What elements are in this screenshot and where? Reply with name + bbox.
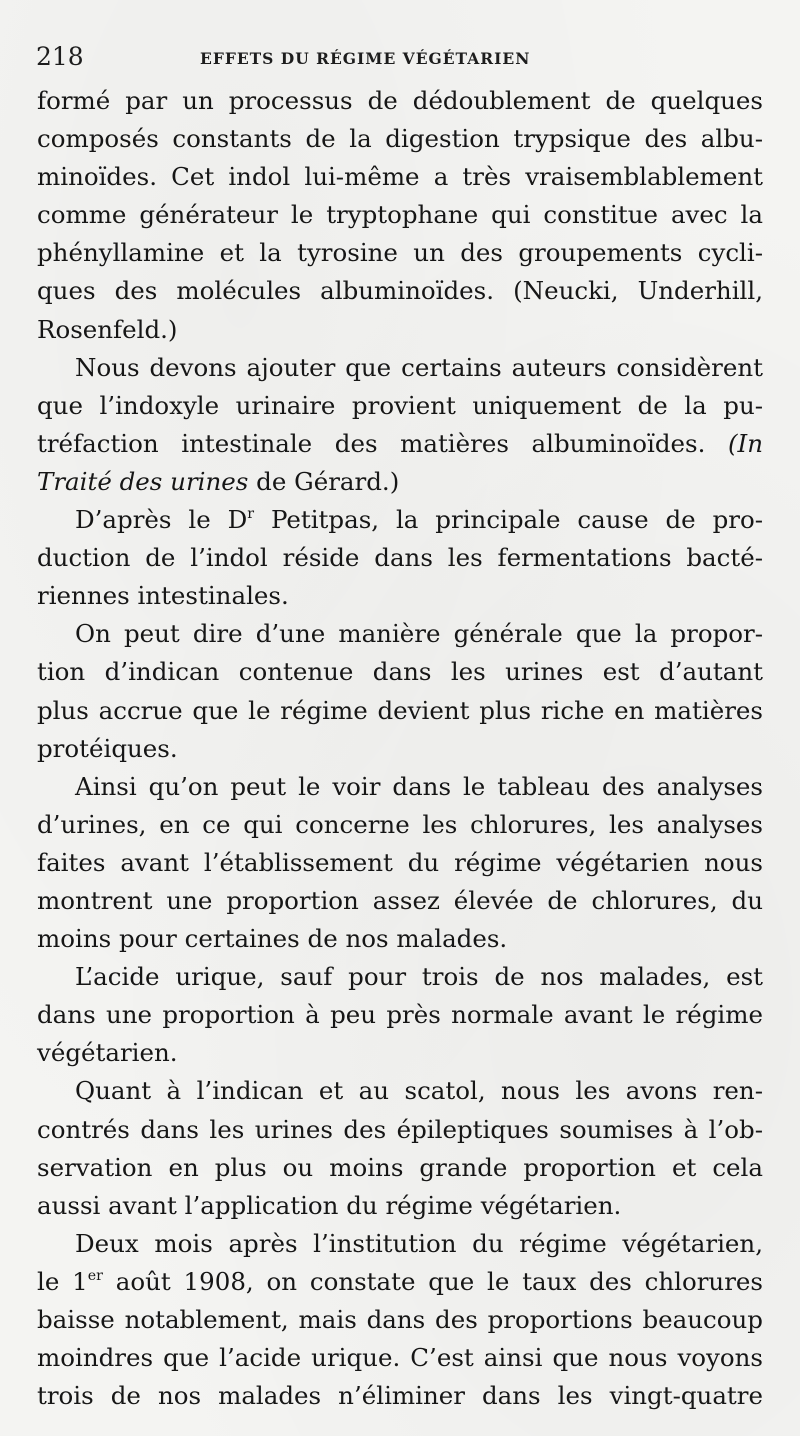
text-segment: août 1908, on constate que le taux des chlorures <box>102 1266 763 1296</box>
text-line: formé par un processus de dédoublement de quelques <box>37 86 763 115</box>
text-line <box>37 463 763 501</box>
italic-text: (In <box>727 428 763 458</box>
text-line: contrés dans les urines des épileptiques soumises à l’ob- <box>37 1114 763 1144</box>
text-line: duction de l’indol réside dans les fermentations bacté- <box>37 543 763 573</box>
text-line: plus accrue que le régime devient plus riche en matières <box>37 695 763 725</box>
text-line: montrent une proportion assez élevée de chlorures, du <box>37 885 763 915</box>
text-segment: de Gérard.) <box>248 466 400 496</box>
text-line: Ainsi qu’on peut le voir dans le tableau des analyses <box>75 771 763 801</box>
text-line: dans une proportion à peu près normale avant le régime <box>37 1000 763 1030</box>
text-line: L’acide urique, sauf pour trois de nos malades, est <box>75 962 763 992</box>
text-segment: Petitpas, la principale cause de pro- <box>254 505 763 535</box>
text-line: baisse notablement, mais dans des proportions beaucoup <box>37 1305 763 1334</box>
text-segment: D’après le D <box>75 505 248 535</box>
text-line: aussi avant l’application du régime végétarien. <box>37 1190 622 1220</box>
page-header <box>36 40 766 80</box>
text-line: On peut dire d’une manière générale que la propor- <box>75 619 763 649</box>
text-line: protéiques. <box>37 733 178 763</box>
text-line: faites avant l’établissement du régime végétarien nous <box>37 847 763 877</box>
text-line: servation en plus ou moins grande proportion et cela <box>37 1152 763 1182</box>
text-line: trois de nos malades n’éliminer dans les vingt-quatre <box>37 1381 763 1411</box>
text-line <box>37 501 763 539</box>
text-line: riennes intestinales. <box>37 581 289 611</box>
text-line: composés constants de la digestion trypsique des albu- <box>37 124 763 154</box>
text-line: Deux mois après l’institution du régime végétarien, <box>75 1228 763 1258</box>
text-line: d’urines, en ce qui concerne les chlorures, les analyses <box>37 809 763 839</box>
superscript: er <box>87 1267 103 1284</box>
text-line: végétarien. <box>37 1038 178 1068</box>
page-number: 218 <box>36 42 84 71</box>
text-line: comme générateur le tryptophane qui constitue avec la <box>37 200 763 230</box>
superscript: r <box>247 506 255 523</box>
text-line: que l’indoxyle urinaire provient uniquement de la pu- <box>37 390 763 420</box>
text-line: tion d’indican contenue dans les urines est d’autant <box>37 657 763 687</box>
text-line: Nous devons ajouter que certains auteurs considèrent <box>75 352 763 382</box>
text-segment: tréfaction intestinale des matières albuminoïdes. <box>37 428 706 458</box>
text-line: phényllamine et la tyrosine un des groupements cycli- <box>37 238 763 268</box>
text-line: moindres que l’acide urique. C’est ainsi que nous voyons <box>37 1343 763 1373</box>
running-title: EFFETS DU RÉGIME VÉGÉTARIEN <box>200 49 531 68</box>
text-segment: le 1 <box>37 1266 88 1296</box>
text-line: minoïdes. Cet indol lui-même a très vraisemblablement <box>37 162 763 192</box>
italic-text: Traité des urines <box>37 466 249 496</box>
text-line <box>37 425 763 463</box>
text-line: ques des molécules albuminoïdes. (Neucki, Underhill, <box>37 276 763 306</box>
text-line: Quant à l’indican et au scatol, nous les avons ren- <box>75 1076 763 1106</box>
text-line: moins pour certaines de nos malades. <box>37 924 508 954</box>
body-text <box>37 82 763 1415</box>
text-line: Rosenfeld.) <box>37 314 178 344</box>
text-line <box>37 1263 763 1301</box>
